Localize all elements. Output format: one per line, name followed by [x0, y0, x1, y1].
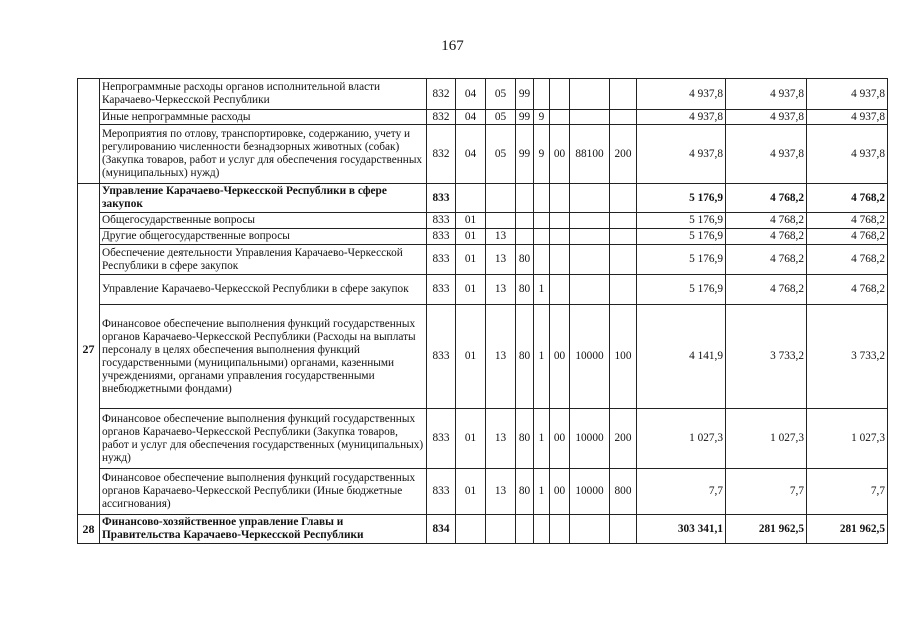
amount-year-2: 1 027,3	[726, 409, 807, 469]
expense-type-code	[610, 245, 637, 275]
subsection-code: 05	[486, 79, 516, 110]
expense-name: Управление Карачаево-Черкесской Республики в сфере закупок	[100, 275, 427, 305]
table-row	[78, 110, 888, 125]
direction-code	[570, 245, 610, 275]
expense-name: Финансовое обеспечение выполнения функций государственных органов Карачаево-Черкесской Республики (Иные бюджетные ассигнования)	[100, 469, 427, 515]
subsection-code	[486, 213, 516, 229]
activity-code: 00	[550, 409, 570, 469]
subprogram-code	[534, 515, 550, 544]
ministry-code: 833	[427, 245, 456, 275]
activity-code	[550, 515, 570, 544]
amount-year-3: 4 768,2	[807, 184, 888, 213]
amount-year-3: 4 937,8	[807, 125, 888, 184]
direction-code: 88100	[570, 125, 610, 184]
table-row	[78, 229, 888, 245]
amount-year-1: 303 341,1	[637, 515, 726, 544]
amount-year-1: 5 176,9	[637, 245, 726, 275]
program-code: 80	[516, 469, 534, 515]
table-row	[78, 79, 888, 110]
amount-year-1: 5 176,9	[637, 184, 726, 213]
amount-year-3: 4 768,2	[807, 275, 888, 305]
ministry-code: 833	[427, 409, 456, 469]
table-row	[78, 213, 888, 229]
expense-name: Другие общегосударственные вопросы	[100, 229, 427, 245]
ministry-code: 833	[427, 305, 456, 409]
program-code	[516, 229, 534, 245]
subprogram-code: 1	[534, 305, 550, 409]
activity-code	[550, 245, 570, 275]
ministry-code: 833	[427, 229, 456, 245]
amount-year-3: 4 937,8	[807, 110, 888, 125]
ministry-code: 833	[427, 213, 456, 229]
amount-year-3: 281 962,5	[807, 515, 888, 544]
amount-year-3: 4 768,2	[807, 245, 888, 275]
table-row	[78, 469, 888, 515]
activity-code	[550, 184, 570, 213]
activity-code	[550, 79, 570, 110]
subsection-code: 05	[486, 110, 516, 125]
direction-code	[570, 229, 610, 245]
subsection-code	[486, 515, 516, 544]
section-code: 04	[456, 79, 486, 110]
table-row	[78, 305, 888, 409]
activity-code	[550, 229, 570, 245]
amount-year-2: 3 733,2	[726, 305, 807, 409]
expense-name: Финансово-хозяйственное управление Главы и Правительства Карачаево-Черкесской Республики	[100, 515, 427, 544]
ministry-code: 833	[427, 469, 456, 515]
activity-code	[550, 275, 570, 305]
row-number	[78, 79, 100, 184]
row-number: 27	[78, 184, 100, 515]
table-row	[78, 275, 888, 305]
subsection-code: 13	[486, 245, 516, 275]
program-code: 99	[516, 125, 534, 184]
amount-year-2: 4 937,8	[726, 125, 807, 184]
expense-type-code	[610, 275, 637, 305]
amount-year-1: 1 027,3	[637, 409, 726, 469]
subsection-code: 13	[486, 469, 516, 515]
section-code: 01	[456, 275, 486, 305]
subprogram-code: 1	[534, 409, 550, 469]
direction-code	[570, 79, 610, 110]
expense-type-code	[610, 184, 637, 213]
activity-code: 00	[550, 305, 570, 409]
section-code: 04	[456, 125, 486, 184]
budget-table	[77, 78, 888, 544]
subprogram-code	[534, 229, 550, 245]
section-code	[456, 515, 486, 544]
amount-year-3: 4 768,2	[807, 213, 888, 229]
expense-type-code: 200	[610, 125, 637, 184]
amount-year-1: 4 937,8	[637, 79, 726, 110]
section-code: 01	[456, 469, 486, 515]
program-code: 80	[516, 409, 534, 469]
amount-year-3: 3 733,2	[807, 305, 888, 409]
program-code: 99	[516, 110, 534, 125]
amount-year-3: 4 768,2	[807, 229, 888, 245]
expense-name: Общегосударственные вопросы	[100, 213, 427, 229]
ministry-code: 833	[427, 275, 456, 305]
subsection-code	[486, 184, 516, 213]
subprogram-code: 9	[534, 110, 550, 125]
program-code: 80	[516, 305, 534, 409]
amount-year-2: 4 768,2	[726, 213, 807, 229]
expense-type-code: 800	[610, 469, 637, 515]
direction-code: 10000	[570, 305, 610, 409]
subsection-code: 13	[486, 305, 516, 409]
subprogram-code	[534, 79, 550, 110]
expense-name: Иные непрограммные расходы	[100, 110, 427, 125]
amount-year-1: 5 176,9	[637, 275, 726, 305]
amount-year-3: 7,7	[807, 469, 888, 515]
subprogram-code	[534, 184, 550, 213]
activity-code	[550, 213, 570, 229]
expense-name: Финансовое обеспечение выполнения функций государственных органов Карачаево-Черкесской Республики (Закупка товаров, работ и услуг для обеспечения государственных (муниципальных) нужд)	[100, 409, 427, 469]
subsection-code: 05	[486, 125, 516, 184]
amount-year-1: 7,7	[637, 469, 726, 515]
amount-year-3: 4 937,8	[807, 79, 888, 110]
section-code: 04	[456, 110, 486, 125]
program-code	[516, 213, 534, 229]
row-number: 28	[78, 515, 100, 544]
expense-type-code	[610, 515, 637, 544]
direction-code	[570, 275, 610, 305]
amount-year-1: 5 176,9	[637, 213, 726, 229]
direction-code: 10000	[570, 469, 610, 515]
amount-year-1: 5 176,9	[637, 229, 726, 245]
program-code	[516, 184, 534, 213]
direction-code: 10000	[570, 409, 610, 469]
subprogram-code	[534, 213, 550, 229]
expense-name: Управление Карачаево-Черкесской Республики в сфере закупок	[100, 184, 427, 213]
section-code: 01	[456, 245, 486, 275]
program-code: 80	[516, 245, 534, 275]
section-code: 01	[456, 409, 486, 469]
section-code	[456, 184, 486, 213]
expense-type-code	[610, 229, 637, 245]
direction-code	[570, 213, 610, 229]
amount-year-3: 1 027,3	[807, 409, 888, 469]
subsection-code: 13	[486, 409, 516, 469]
expense-type-code	[610, 79, 637, 110]
ministry-code: 832	[427, 125, 456, 184]
subprogram-code: 1	[534, 275, 550, 305]
direction-code	[570, 184, 610, 213]
amount-year-2: 4 768,2	[726, 275, 807, 305]
expense-name: Финансовое обеспечение выполнения функций государственных органов Карачаево-Черкесской Республики (Расходы на выплаты персоналу в целях обеспечения выполнения функций государственными (муниципальными) органами, казенными учреждениями, органами управления государственными внебюджетными фондами)	[100, 305, 427, 409]
amount-year-1: 4 937,8	[637, 125, 726, 184]
amount-year-2: 4 937,8	[726, 79, 807, 110]
expense-type-code	[610, 213, 637, 229]
expense-name: Мероприятия по отлову, транспортировке, содержанию, учету и регулированию численности безнадзорных животных (собак) (Закупка товаров, работ и услуг для обеспечения государственных (муниципальных) нужд)	[100, 125, 427, 184]
activity-code: 00	[550, 469, 570, 515]
ministry-code: 833	[427, 184, 456, 213]
subprogram-code	[534, 245, 550, 275]
table-row	[78, 125, 888, 184]
section-code: 01	[456, 305, 486, 409]
expense-type-code: 100	[610, 305, 637, 409]
program-code: 80	[516, 275, 534, 305]
expense-name: Непрограммные расходы органов исполнительной власти Карачаево-Черкесской Республики	[100, 79, 427, 110]
subprogram-code: 9	[534, 125, 550, 184]
expense-name: Обеспечение деятельности Управления Карачаево-Черкесской Республики в сфере закупок	[100, 245, 427, 275]
section-code: 01	[456, 213, 486, 229]
expense-type-code: 200	[610, 409, 637, 469]
direction-code	[570, 515, 610, 544]
ministry-code: 832	[427, 79, 456, 110]
activity-code	[550, 110, 570, 125]
table-row	[78, 245, 888, 275]
section-code: 01	[456, 229, 486, 245]
amount-year-2: 4 937,8	[726, 110, 807, 125]
activity-code: 00	[550, 125, 570, 184]
program-code: 99	[516, 79, 534, 110]
program-code	[516, 515, 534, 544]
ministry-code: 832	[427, 110, 456, 125]
subsection-code: 13	[486, 229, 516, 245]
ministry-code: 834	[427, 515, 456, 544]
amount-year-2: 7,7	[726, 469, 807, 515]
direction-code	[570, 110, 610, 125]
amount-year-1: 4 937,8	[637, 110, 726, 125]
subprogram-code: 1	[534, 469, 550, 515]
table-row	[78, 515, 888, 544]
table-row	[78, 184, 888, 213]
page-number: 167	[441, 38, 464, 54]
table-row	[78, 409, 888, 469]
amount-year-2: 4 768,2	[726, 229, 807, 245]
amount-year-2: 281 962,5	[726, 515, 807, 544]
amount-year-2: 4 768,2	[726, 245, 807, 275]
amount-year-1: 4 141,9	[637, 305, 726, 409]
amount-year-2: 4 768,2	[726, 184, 807, 213]
expense-type-code	[610, 110, 637, 125]
subsection-code: 13	[486, 275, 516, 305]
